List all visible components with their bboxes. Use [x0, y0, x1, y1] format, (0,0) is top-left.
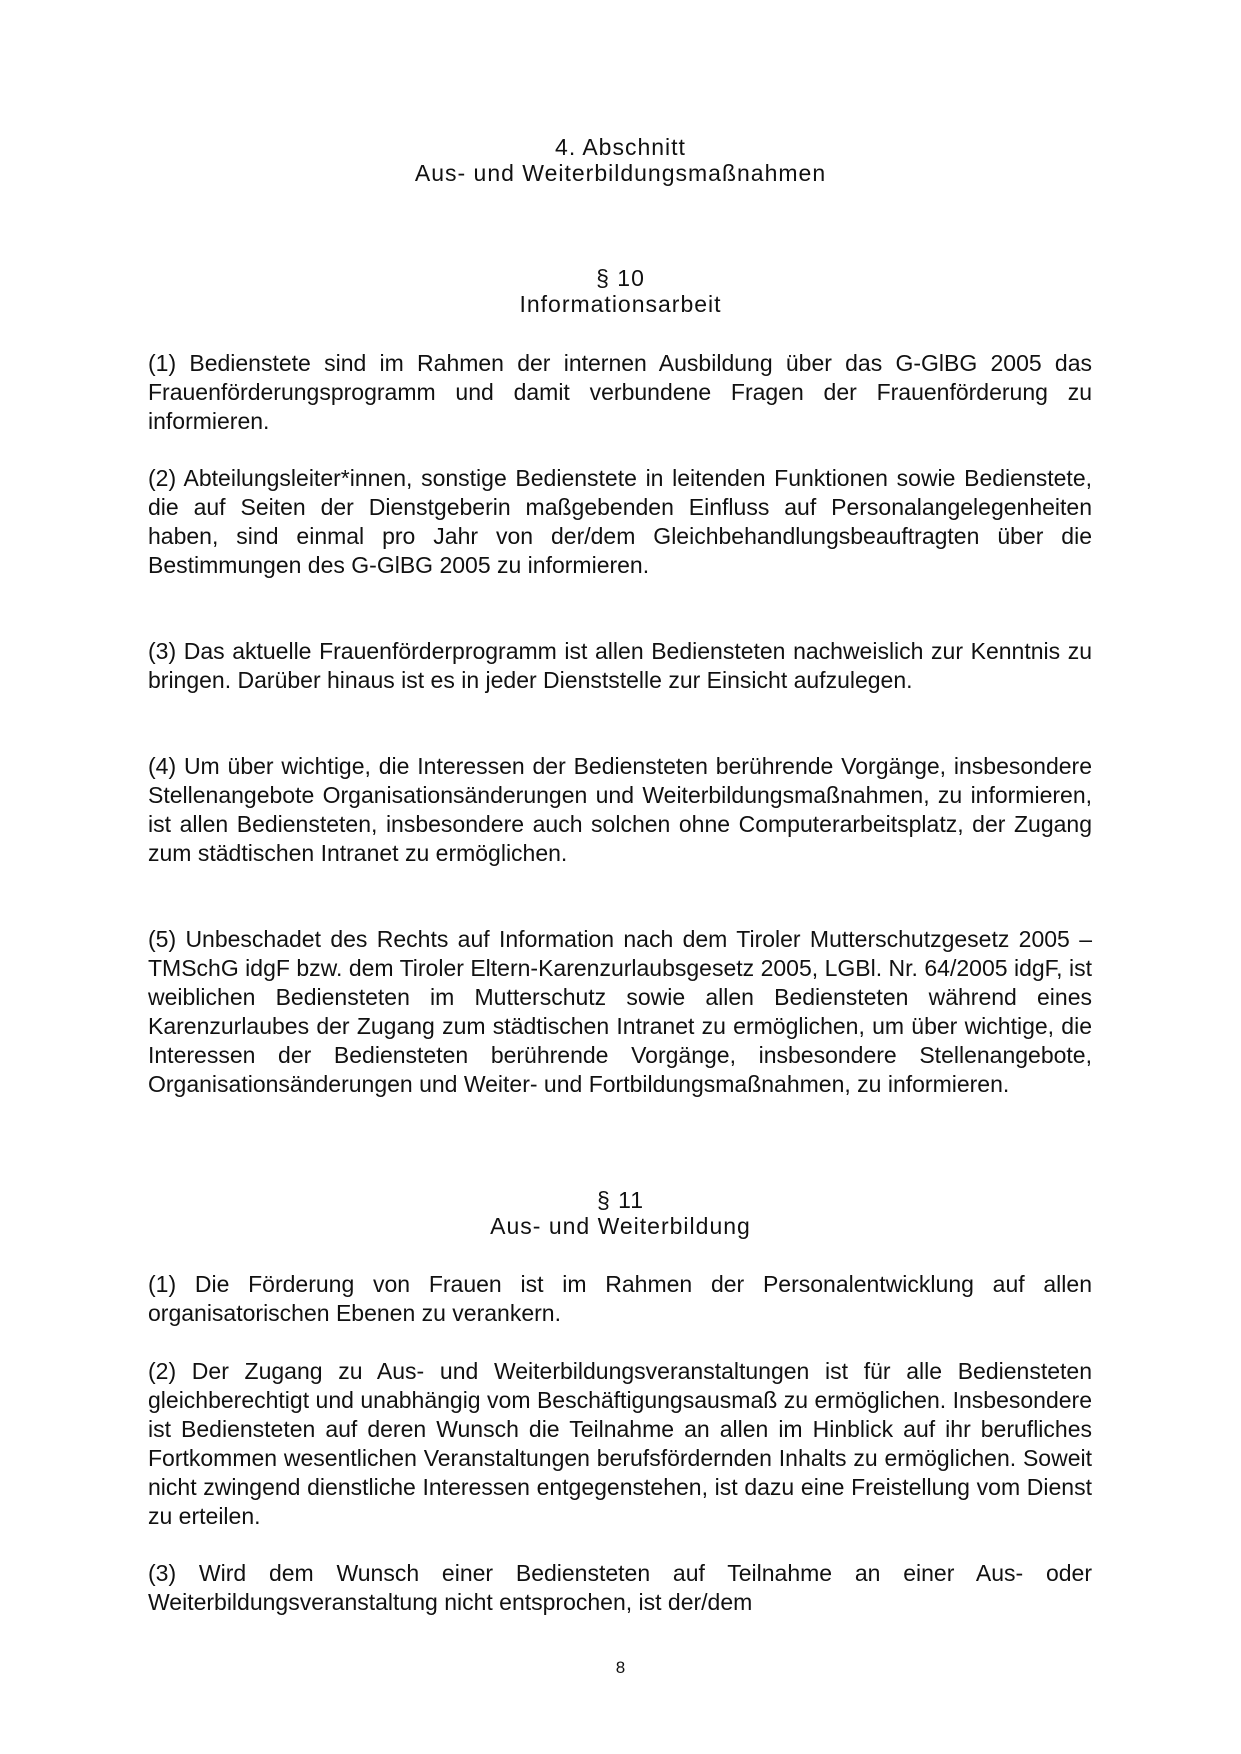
paragraph-10-item-1: (1) Bedienstete sind im Rahmen der internen Ausbildung über das G-GlBG 2005 das Frauenförderungsprogramm und damit verbundene Fragen der Frauenförderung zu informieren.: [148, 350, 1092, 434]
paragraph-11-title: Aus- und Weiterbildung: [490, 1213, 751, 1239]
paragraph-10-title: Informationsarbeit: [519, 291, 722, 317]
section-title: Aus- und Weiterbildungsmaßnahmen: [414, 160, 827, 186]
paragraph-10-item-2: (2) Abteilungsleiter*innen, sonstige Bedienstete in leitenden Funktionen sowie Bedienstete, die auf Seiten der Dienstgeberin maßgebenden Einfluss auf Personalangelegenheiten haben, sind einmal pro Jahr von der/dem Gleichbehandlungsbeauftragten über die Bestimmungen des G-GlBG 2005 zu informieren.: [148, 465, 1092, 578]
paragraph-11-item-2: (2) Der Zugang zu Aus- und Weiterbildungsveranstaltungen ist für alle Bediensteten gleichberechtigt und unabhängig vom Beschäftigungsausmaß zu ermöglichen. Insbesondere ist Bediensteten auf deren Wunsch die Teilnahme an allen im Hinblick auf ihr berufliches Fortkommen wesentlichen Veranstaltungen berufsfördernden Inhalts zu ermöglichen. Soweit nicht zwingend dienstliche Interessen entgegenstehen, ist dazu eine Freistellung vom Dienst zu erteilen.: [148, 1358, 1092, 1529]
paragraph-10-item-5: (5) Unbeschadet des Rechts auf Information nach dem Tiroler Mutterschutzgesetz 2005 – TMSchG idgF bzw. dem Tiroler Eltern-Karenzurlaubsgesetz 2005, LGBl. Nr. 64/2005 idgF, ist weiblichen Bediensteten im Mutterschutz sowie allen Bediensteten während eines Karenzurlaubes der Zugang zum städtischen Intranet zu ermöglichen, um über wichtige, die Interessen der Bediensteten berührende Vorgänge, insbesondere Stellenangebote, Organisationsänderungen und Weiter- und Fortbildungsmaßnahmen, zu informieren.: [148, 926, 1092, 1097]
paragraph-11-number: § 11: [596, 1187, 645, 1213]
paragraph-10-item-3: (3) Das aktuelle Frauenförderprogramm ist allen Bediensteten nachweislich zur Kenntnis zu bringen. Darüber hinaus ist es in jeder Dienststelle zur Einsicht aufzulegen.: [148, 638, 1092, 693]
paragraph-11-item-1: (1) Die Förderung von Frauen ist im Rahmen der Personalentwicklung auf allen organisatorischen Ebenen zu verankern.: [148, 1271, 1092, 1326]
paragraph-10-item-4: (4) Um über wichtige, die Interessen der Bediensteten berührende Vorgänge, insbesondere Stellenangebote Organisationsänderungen und Weiterbildungsmaßnahmen, zu informieren, ist allen Bediensteten, insbesondere auch solchen ohne Computerarbeitsplatz, der Zugang zum städtischen Intranet zu ermöglichen.: [148, 753, 1092, 866]
section-number: 4. Abschnitt: [555, 134, 686, 160]
page-number: 8: [615, 1658, 626, 1677]
paragraph-10-number: § 10: [596, 265, 645, 291]
paragraph-11-item-3: (3) Wird dem Wunsch einer Bediensteten auf Teilnahme an einer Aus- oder Weiterbildungsveranstaltung nicht entsprochen, ist der/dem: [148, 1560, 1092, 1615]
